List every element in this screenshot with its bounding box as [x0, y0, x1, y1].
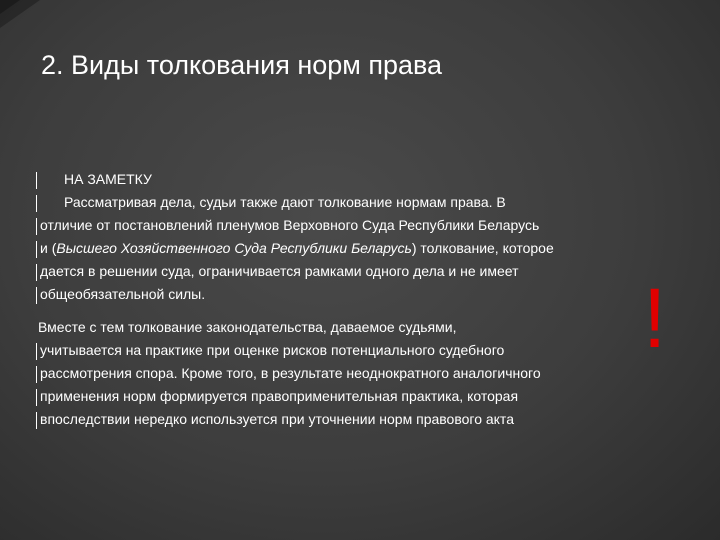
slide-body — [36, 168, 666, 431]
note-heading: НА ЗАМЕТКУ — [36, 168, 666, 191]
note-line — [36, 237, 666, 260]
note-line: дается в решении суда, ограничивается рамками одного дела и не имеет — [36, 260, 666, 283]
slide-title: 2. Виды толкования норм права — [41, 50, 443, 80]
note-line: отличие от постановлений пленумов Верховного Суда Республики Беларусь — [36, 214, 666, 237]
note-line-start: и ( — [40, 240, 57, 256]
note-line-tail: ) толкование, которое — [411, 240, 554, 256]
exclamation-mark: ! — [643, 271, 667, 365]
note-line: общеобязательной силы. — [36, 283, 666, 306]
paragraph-line: впоследствии нередко используется при уточнении норм правового акта — [36, 408, 666, 431]
paragraph-line: учитывается на практике при оценке рисков потенциального судебного — [36, 339, 666, 362]
note-line: Рассматривая дела, судьи также дают толкование нормам права. В — [36, 191, 666, 214]
paragraph-line: рассмотрения спора. Кроме того, в результате неоднократного аналогичного — [36, 362, 666, 385]
note-line-italic: Высшего Хозяйственного Суда Республики Беларусь — [56, 240, 412, 256]
paragraph-line: Вместе с тем толкование законодательства, даваемое судьями, — [38, 319, 457, 335]
paragraph-line: применения норм формируется правоприменительная практика, которая — [36, 385, 666, 408]
